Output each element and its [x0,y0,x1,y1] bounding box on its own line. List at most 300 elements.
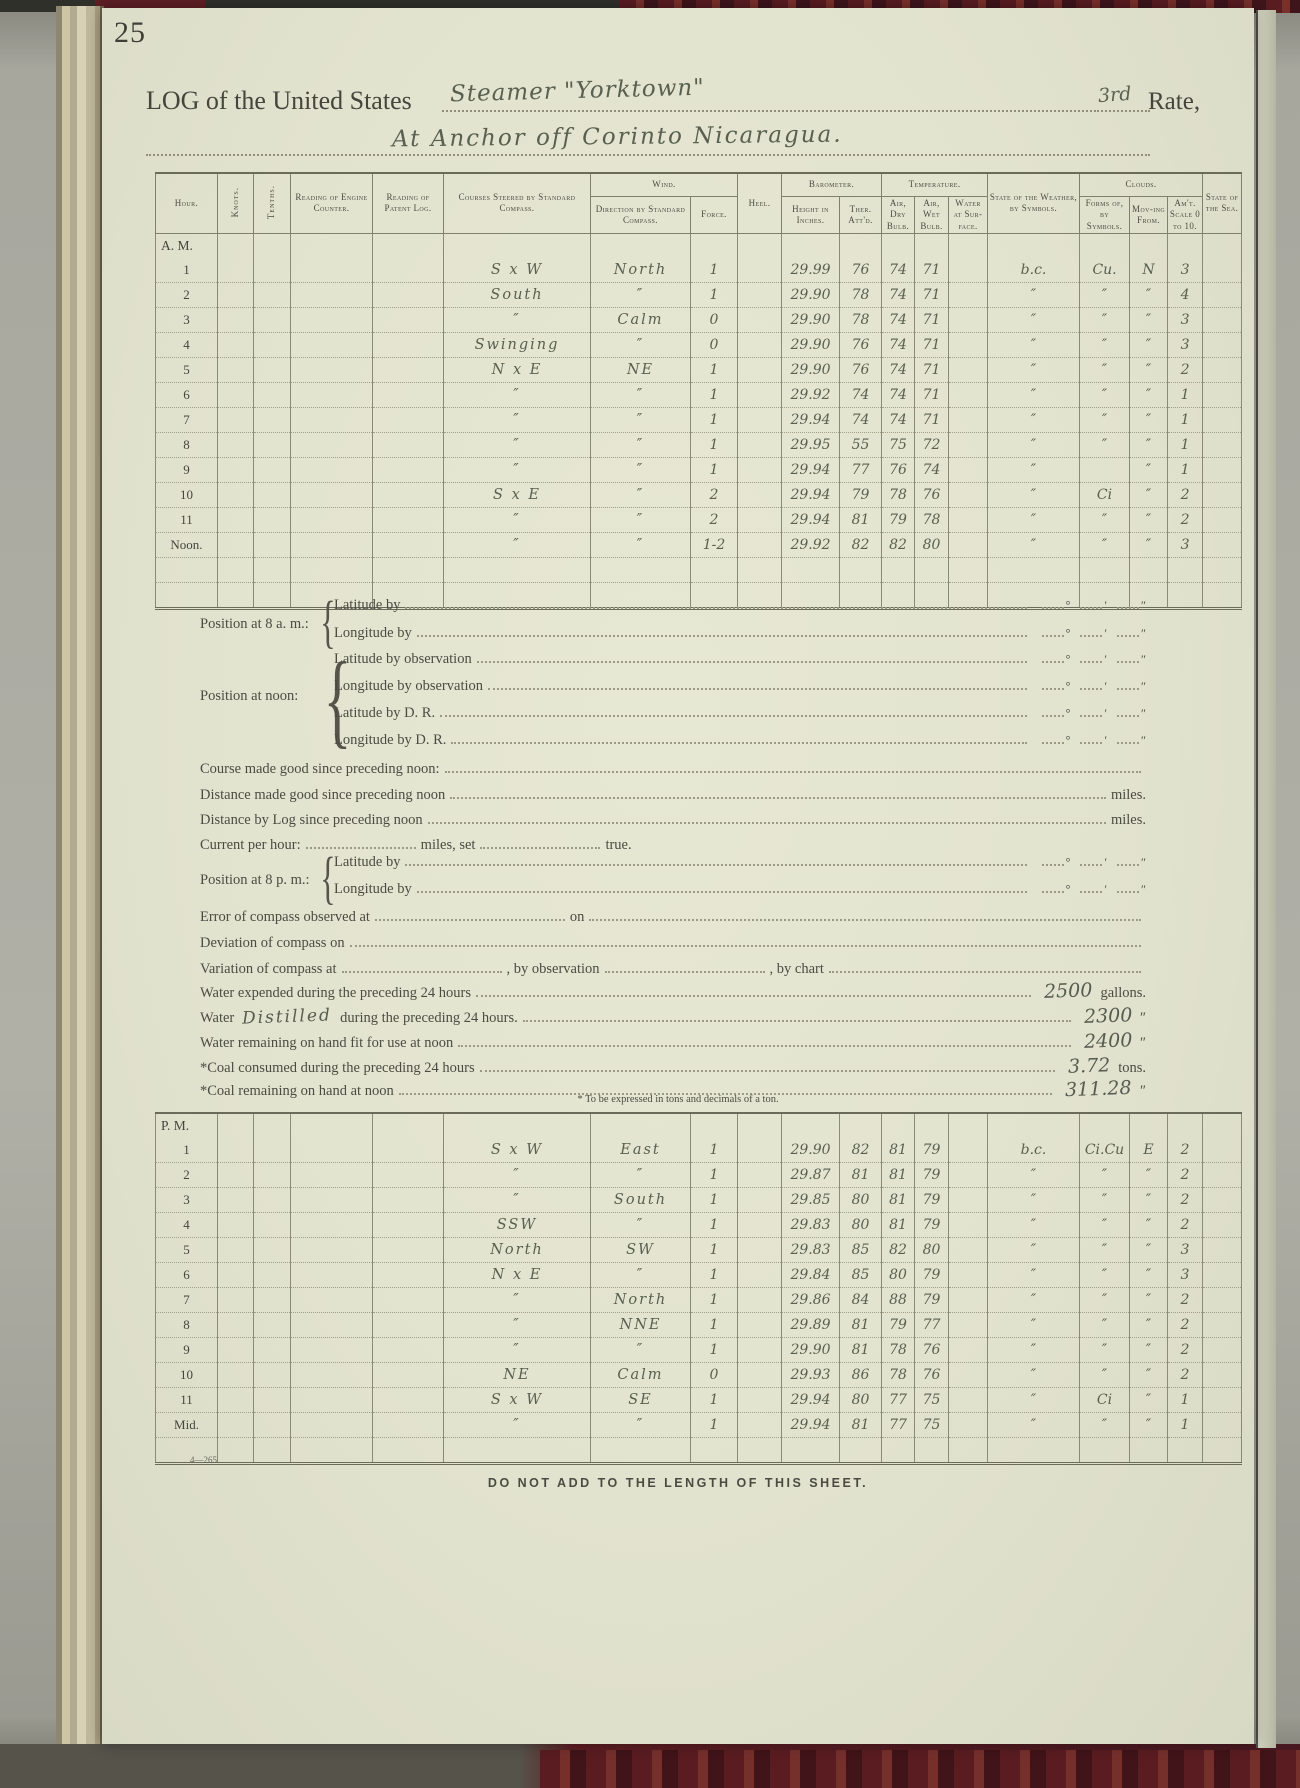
log-cell-sea [1203,1338,1242,1363]
log-cell-ther: 85 [840,1263,882,1288]
location-rule [146,154,1150,156]
log-cell-heel [738,457,782,482]
log-cell-forms: ″ [1080,357,1130,382]
log-cell-amt: 1 [1168,1413,1203,1438]
log-cell-engine [291,407,373,432]
log-cell-tenths [254,282,291,307]
coal-consumed-blank [480,1057,1055,1072]
table-row [156,1388,1242,1413]
log-cell-wet: 79 [915,1188,949,1213]
lon-obs-blank [488,675,1027,690]
log-cell-ther: 74 [840,382,882,407]
log-cell-ther: 81 [840,507,882,532]
vessel-rule [442,110,1092,112]
log-cell-engine [291,432,373,457]
deviation-blank [350,932,1141,947]
log-cell-forms: ″ [1080,532,1130,557]
log-cell-bar: 29.94 [782,1388,840,1413]
log-cell-wet: 75 [915,1413,949,1438]
hour-label: 10 [156,482,218,507]
log-cell-amt: 3 [1168,532,1203,557]
coal-consumed-value: 3.72 [1067,1054,1111,1078]
log-cell-forms: ″ [1080,382,1130,407]
table-row [156,1288,1242,1313]
log-cell-sea [1203,1238,1242,1263]
distance-by-log-label: Distance by Log since preceding noon [200,812,423,828]
log-cell-heel [738,1363,782,1388]
table-row [156,1113,1242,1138]
log-cell-engine [291,1238,373,1263]
log-cell-knots [218,1288,254,1313]
log-cell-heel [738,382,782,407]
log-cell-heel [738,1138,782,1163]
log-cell-weather: ″ [988,1313,1080,1338]
hour-label: 9 [156,1338,218,1363]
hour-label: 6 [156,1263,218,1288]
table-row [156,1213,1242,1238]
log-cell-knots [218,1163,254,1188]
log-cell-weather: ″ [988,332,1080,357]
table-row [156,1263,1242,1288]
log-cell-wet: 78 [915,507,949,532]
log-cell-ther [840,1438,882,1464]
table-row [156,332,1242,357]
coal-remaining-unit: ″ [1139,1083,1146,1099]
log-cell-patent [373,1163,444,1188]
log-cell-ther: 76 [840,258,882,283]
log-cell-weather: ″ [988,407,1080,432]
log-page: 25 LOG of the United States Steamer "Yorktown" 3rd Rate, At Anchor off Corinto Nicaragua. Hour. Knots. Tenths. Reading of Engine Counter. Reading of Patent Log. Courses Steered by Standard Compass. Wind. Heel. Barometer. Temperature. State of the Weather, by Symbols. Clouds. State of the Sea. Direction by Standard Compass. Force. Height in Inches. Ther. Att'd. Air, Dry Bulb. Air, Wet Bulb. Water at Sur-face. Forms of, by Symbols. Mov-ing From. Am't. Scale 0 to 10. A. M. 1 S x W North 1 29.99 76 74 71 b.c. Cu. N 3 2 South ″ 1 29.90 78 74 71 ″ ″ ″ 4 3 ″ Calm 0 29.90 78 74 71 ″ ″ ″ 3 4 Swinging ″ 0 29.90 76 74 71 ″ ″ ″ 3 5 N x E NE 1 29.90 76 74 71 ″ ″ ″ 2 6 ″ ″ 1 29.92 74 74 71 ″ ″ ″ 1 7 ″ ″ 1 29.94 74 74 71 ″ ″ ″ 1 8 ″ ″ 1 29.95 55 75 72 ″ ″ ″ 1 9 ″ ″ 1 29.94 77 76 74 ″ ″ 1 10 S x E ″ 2 29.94 79 78 76 ″ Ci ″ 2 11 ″ ″ 2 29.94 81 79 78 ″ ″ ″ 2 Noon. ″ ″ 1-2 29.92 82 82 80 ″ ″ ″ 3 Position at 8 a. m.: { Latitude by ° ′ ″ Longitude by ° ′ ″ Position at noon: { Latitude by observation ° ′ ″ Longitude by observation ° ′ ″ Latitude by D. R. ° ′ ″ Longitude by D. R. ° ′ ″ Course made good since preceding noon: Distance made good since preceding noon miles. Distance by Log since preceding noon miles. Current per hour: miles, set true. Position at 8 p. m.: { Latitude by ° ′ ″ Longitude by ° ′ ″ Error of compass observed at on Deviation of compass on Variation of compass at , by observation , by chart Water expended during the preceding 24 hours 2500 gallons. Water Distilled during the preceding 24 hours. 2300 ″ Water remaining on hand fit for use at noon 2400 ″ *Coal consumed during the preceding 24 hours 3.72 tons. *Coal remaining on hand at noon 311.28 ″ * To be expressed in tons and decimals of a ton. P. M. 1 S x W East 1 29.90 82 81 79 b.c. Ci.Cu E 2 2 ″ ″ 1 29.87 81 81 79 ″ ″ ″ 2 3 ″ South 1 29.85 80 81 79 ″ ″ ″ 2 4 SSW ″ 1 29.83 80 81 79 ″ ″ ″ 2 5 North SW 1 29.83 85 82 80 ″ ″ ″ 3 6 N x E ″ 1 29.84 85 80 79 ″ ″ ″ 3 7 ″ North 1 29.86 84 88 79 ″ ″ ″ 2 8 ″ NNE 1 29.89 81 79 77 ″ ″ ″ 2 9 ″ ″ 1 29.90 81 78 76 ″ ″ ″ 2 10 NE Calm 0 29.93 86 78 76 ″ ″ ″ 2 11 S x W SE 1 29.94 80 77 75 ″ Ci ″ 1 Mid. ″ ″ 1 29.94 81 77 75 ″ ″ ″ 1 4—265 DO NOT ADD TO THE LENGTH OF THIS SHEET. [102,8,1254,1744]
log-cell-sea [1203,1413,1242,1438]
log-cell-dry [882,557,915,582]
log-cell-force: 1 [691,457,738,482]
log-cell-course: N x E [444,1263,591,1288]
log-cell-weather: ″ [988,1388,1080,1413]
error-compass-on-blank [589,906,1141,921]
log-cell-knots [218,1188,254,1213]
log-cell-wet [915,233,949,258]
log-cell-patent [373,1213,444,1238]
hour-label: 2 [156,282,218,307]
position-8pm-label: Position at 8 p. m.: [200,872,310,888]
log-cell-amt [1168,582,1203,608]
water-distilled-unit: ″ [1139,1010,1146,1026]
log-cell-wet: 71 [915,407,949,432]
log-cell-tenths [254,532,291,557]
log-cell-course: ″ [444,1338,591,1363]
log-cell-engine [291,357,373,382]
log-cell-water [949,332,988,357]
table-row [156,357,1242,382]
course-made-good-blank [445,758,1141,773]
variation-obs-blank [605,958,765,973]
log-cell-weather: ″ [988,1338,1080,1363]
log-cell-ther: 84 [840,1288,882,1313]
log-cell-heel [738,1288,782,1313]
log-cell-knots [218,1263,254,1288]
log-cell-course [444,233,591,258]
current-set-label: miles, set [420,837,476,853]
log-cell-amt: 2 [1168,1188,1203,1213]
log-cell-forms: ″ [1080,1163,1130,1188]
log-cell-water [949,1388,988,1413]
log-cell-wind_dir: ″ [591,457,691,482]
log-cell-amt: 3 [1168,1263,1203,1288]
log-cell-water [949,482,988,507]
log-cell-engine [291,1438,373,1464]
log-cell-heel [738,432,782,457]
variation-label: Variation of compass at [200,961,337,977]
log-cell-weather: ″ [988,457,1080,482]
log-cell-water [949,1113,988,1138]
lat-dr-blank [440,702,1026,717]
coal-consumed-label: *Coal consumed during the preceding 24 hours [200,1060,475,1076]
log-cell-ther: 80 [840,1388,882,1413]
log-cell-from [1130,233,1168,258]
log-cell-course: NE [444,1363,591,1388]
col-header-barometer: Barometer. [782,173,882,197]
log-cell-tenths [254,457,291,482]
log-cell-from: ″ [1130,1363,1168,1388]
log-cell-forms: ″ [1080,1263,1130,1288]
table-row [156,1238,1242,1263]
log-cell-knots [218,332,254,357]
log-cell-ther: 81 [840,1313,882,1338]
log-cell-dry: 74 [882,357,915,382]
log-cell-dry: 77 [882,1413,915,1438]
log-cell-tenths [254,557,291,582]
log-cell-weather [988,1438,1080,1464]
book-cover-edge-bottom [540,1750,1300,1788]
table-row [156,1413,1242,1438]
log-cell-forms [1080,233,1130,258]
log-cell-amt: 2 [1168,1163,1203,1188]
log-cell-heel [738,282,782,307]
log-cell-from: ″ [1130,1388,1168,1413]
log-cell-bar: 29.90 [782,282,840,307]
log-cell-amt: 2 [1168,507,1203,532]
hour-label: Noon. [156,532,218,557]
log-cell-knots [218,457,254,482]
log-cell-bar: 29.92 [782,532,840,557]
log-cell-wind_dir: ″ [591,1413,691,1438]
log-cell-bar [782,557,840,582]
log-cell-dry: 78 [882,482,915,507]
water-distilled-post: during the preceding 24 hours. [340,1010,518,1026]
log-cell-ther: 81 [840,1338,882,1363]
log-cell-wet [915,1113,949,1138]
log-cell-weather: b.c. [988,1138,1080,1163]
hour-label [156,557,218,582]
log-cell-from: ″ [1130,1188,1168,1213]
log-cell-tenths [254,1113,291,1138]
log-cell-bar: 29.93 [782,1363,840,1388]
log-cell-bar [782,1113,840,1138]
log-cell-force: 0 [691,307,738,332]
log-cell-weather: ″ [988,482,1080,507]
log-cell-water [949,233,988,258]
log-cell-course: North [444,1238,591,1263]
log-cell-wind_dir: ″ [591,432,691,457]
col-header-sea: State of the Sea. [1203,173,1242,233]
log-cell-sea [1203,507,1242,532]
pm-log-table [155,1112,1242,1465]
log-cell-force: 1 [691,1388,738,1413]
log-cell-from [1130,557,1168,582]
log-cell-knots [218,482,254,507]
log-cell-tenths [254,1413,291,1438]
log-cell-force: 1 [691,1263,738,1288]
log-cell-water [949,1238,988,1263]
log-cell-wind_dir: Calm [591,1363,691,1388]
log-cell-weather: ″ [988,1263,1080,1288]
log-cell-sea [1203,307,1242,332]
log-cell-ther: 76 [840,332,882,357]
log-cell-sea [1203,282,1242,307]
log-cell-forms: ″ [1080,1413,1130,1438]
log-cell-amt: 2 [1168,1288,1203,1313]
hour-label: 5 [156,1238,218,1263]
log-cell-dry: 81 [882,1163,915,1188]
log-cell-engine [291,532,373,557]
log-cell-heel [738,1263,782,1288]
log-cell-knots [218,432,254,457]
log-cell-knots [218,382,254,407]
log-cell-dry [882,1438,915,1464]
log-cell-knots [218,1213,254,1238]
col-header-water-surface: Water at Sur-face. [949,197,988,234]
distance-by-log-blank [428,809,1106,824]
log-cell-dry: 74 [882,382,915,407]
log-cell-dry: 81 [882,1213,915,1238]
log-cell-knots [218,258,254,283]
log-cell-sea [1203,1263,1242,1288]
lon-obs-label: Longitude by observation [334,678,484,694]
log-cell-water [949,532,988,557]
log-cell-knots [218,407,254,432]
log-cell-course: ″ [444,1163,591,1188]
log-cell-ther: 74 [840,407,882,432]
log-cell-amt [1168,557,1203,582]
deviation-label: Deviation of compass on [200,935,345,951]
log-cell-engine [291,1163,373,1188]
log-cell-from: ″ [1130,282,1168,307]
log-cell-heel [738,1438,782,1464]
position-8am-label: Position at 8 a. m.: [200,616,309,632]
log-cell-engine [291,258,373,283]
log-cell-wet: 79 [915,1263,949,1288]
log-cell-knots [218,557,254,582]
log-cell-dry: 74 [882,332,915,357]
log-cell-weather: ″ [988,507,1080,532]
water-remaining-label: Water remaining on hand fit for use at noon [200,1035,454,1051]
hour-label: P. M. [156,1113,218,1138]
distance-made-good-unit: miles. [1110,787,1146,803]
log-cell-wet: 76 [915,482,949,507]
log-cell-bar: 29.94 [782,482,840,507]
water-expended-value: 2500 [1043,979,1093,1003]
log-cell-dry: 82 [882,1238,915,1263]
table-row [156,1363,1242,1388]
log-cell-tenths [254,432,291,457]
table-row [156,432,1242,457]
log-cell-tenths [254,1388,291,1413]
log-cell-force [691,1113,738,1138]
log-cell-heel [738,532,782,557]
table-row [156,532,1242,557]
log-cell-heel [738,307,782,332]
log-cell-ther [840,1113,882,1138]
log-cell-wet: 71 [915,332,949,357]
log-cell-course: South [444,282,591,307]
log-cell-knots [218,507,254,532]
col-header-wind: Wind. [591,173,738,197]
log-cell-wind_dir: SW [591,1238,691,1263]
log-cell-knots [218,1438,254,1464]
log-cell-engine [291,1188,373,1213]
coal-remaining-value: 311.28 [1065,1076,1133,1102]
col-header-cloud-amount: Am't. Scale 0 to 10. [1168,197,1203,234]
hour-label: 10 [156,1363,218,1388]
log-cell-forms: Ci.Cu [1080,1138,1130,1163]
log-cell-ther: 78 [840,282,882,307]
log-cell-water [949,1188,988,1213]
hour-label: 3 [156,307,218,332]
log-cell-engine [291,233,373,258]
log-cell-knots [218,357,254,382]
log-cell-wind_dir: NE [591,357,691,382]
log-cell-bar [782,1438,840,1464]
log-cell-force: 1 [691,1338,738,1363]
log-cell-bar: 29.90 [782,307,840,332]
table-row [156,233,1242,258]
log-cell-from: ″ [1130,482,1168,507]
log-cell-ther: 78 [840,307,882,332]
log-cell-water [949,382,988,407]
log-cell-from: ″ [1130,357,1168,382]
log-cell-force: 2 [691,507,738,532]
log-cell-bar: 29.90 [782,357,840,382]
log-cell-forms: ″ [1080,1363,1130,1388]
log-cell-forms [1080,557,1130,582]
log-cell-amt: 3 [1168,1238,1203,1263]
lat-obs-blank [477,648,1027,663]
log-cell-water [949,557,988,582]
col-header-dry-bulb: Air, Dry Bulb. [882,197,915,234]
log-cell-forms: ″ [1080,1313,1130,1338]
log-cell-tenths [254,1213,291,1238]
log-cell-from: ″ [1130,457,1168,482]
col-header-ther-attached: Ther. Att'd. [840,197,882,234]
col-header-temperature: Temperature. [882,173,988,197]
log-cell-water [949,258,988,283]
footer-note: DO NOT ADD TO THE LENGTH OF THIS SHEET. [487,1476,869,1490]
am-log-table [155,172,1242,610]
log-cell-wet: 74 [915,457,949,482]
log-cell-engine [291,307,373,332]
log-cell-from: N [1130,258,1168,283]
log-cell-knots [218,582,254,608]
log-cell-sea [1203,382,1242,407]
log-cell-heel [738,1163,782,1188]
log-cell-weather: ″ [988,1363,1080,1388]
log-cell-patent [373,482,444,507]
log-cell-knots [218,233,254,258]
log-cell-wind_dir: ″ [591,407,691,432]
log-cell-course: ″ [444,307,591,332]
lon-by-8pm-label: Longitude by [334,881,412,897]
log-cell-bar: 29.87 [782,1163,840,1188]
log-cell-bar [782,233,840,258]
log-cell-dry: 81 [882,1138,915,1163]
log-cell-wet: 71 [915,258,949,283]
log-cell-patent [373,1313,444,1338]
lon-by-8pm-blank [417,878,1027,893]
water-expended-label: Water expended during the preceding 24 hours [200,985,472,1001]
water-distilled-value: 2300 [1083,1004,1133,1028]
log-cell-forms: ″ [1080,1238,1130,1263]
log-cell-sea [1203,557,1242,582]
table-row [156,557,1242,582]
log-cell-force: 1 [691,1188,738,1213]
log-cell-engine [291,1263,373,1288]
log-cell-weather: ″ [988,532,1080,557]
log-cell-patent [373,382,444,407]
col-header-tenths: Tenths. [254,173,291,233]
log-cell-engine [291,1388,373,1413]
log-cell-amt: 2 [1168,357,1203,382]
log-cell-water [949,407,988,432]
log-cell-wind_dir: ″ [591,482,691,507]
log-cell-ther: 82 [840,532,882,557]
log-cell-engine [291,282,373,307]
lat-by-8am-blank [405,594,1026,609]
log-cell-sea [1203,582,1242,608]
log-cell-weather: ″ [988,1188,1080,1213]
table-row [156,258,1242,283]
hour-label: 7 [156,407,218,432]
log-cell-patent [373,532,444,557]
log-cell-patent [373,1288,444,1313]
log-cell-tenths [254,357,291,382]
log-cell-force: 1 [691,407,738,432]
log-cell-forms: ″ [1080,307,1130,332]
log-cell-amt: 1 [1168,1388,1203,1413]
log-cell-water [949,1413,988,1438]
log-cell-amt: 1 [1168,457,1203,482]
log-cell-dry [882,1113,915,1138]
hour-label: 2 [156,1163,218,1188]
log-cell-sea [1203,1163,1242,1188]
log-cell-dry: 75 [882,432,915,457]
log-cell-patent [373,357,444,382]
log-cell-heel [738,1213,782,1238]
log-cell-wet: 75 [915,1388,949,1413]
log-cell-force [691,557,738,582]
log-cell-weather: ″ [988,357,1080,382]
log-cell-wind_dir: ″ [591,532,691,557]
log-cell-amt: 3 [1168,332,1203,357]
lon-by-8am-blank [417,622,1027,637]
log-cell-course [444,557,591,582]
log-cell-forms: Ci [1080,1388,1130,1413]
log-cell-wind_dir: South [591,1188,691,1213]
log-cell-bar: 29.94 [782,457,840,482]
log-cell-knots [218,1338,254,1363]
log-cell-amt: 2 [1168,1213,1203,1238]
log-cell-weather: ″ [988,1413,1080,1438]
log-cell-knots [218,532,254,557]
